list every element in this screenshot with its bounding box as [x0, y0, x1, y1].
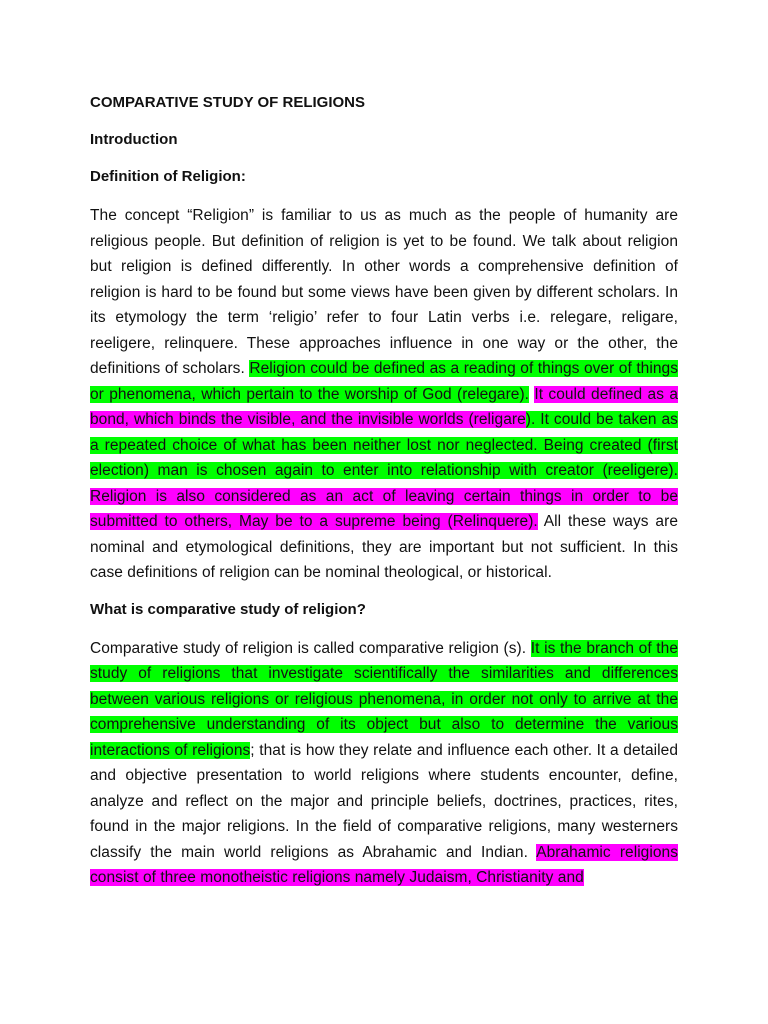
highlight-magenta: It could defined as a bond, which binds the visible, and the invisible worlds (religare — [90, 385, 678, 428]
section-heading-definition: Definition of Religion: — [90, 168, 246, 185]
text-run: The concept “Religion” is familiar to us as much as the people of humanity are religious people. But definition of religion is yet to be found. We talk about religion but religion is defined differently. In other words a comprehensive definition of religion is hard to be found but some views have been given by different scholars. In its etymology the term ‘religio’ refer to four Latin verbs i.e. relegare, religare, reeligere, relinquere. These approaches influence in one way or the other, the definitions of scholars. — [90, 207, 678, 377]
highlight-green: Religion could be defined as a reading of things over of things or phenomena, which pertain to the worship of God (relegare). — [90, 360, 678, 403]
paragraph-comparative — [90, 636, 678, 891]
text-run: All these ways are nominal and etymological definitions, they are important but not sufficient. In this case definitions of religion can be nominal theological, or historical. — [90, 513, 678, 581]
highlight-magenta: Religion is also considered as an act of leaving certain things in order to be submitted to others, May be to a supreme being (Relinquere). — [90, 487, 678, 530]
highlight-magenta: Abrahamic religions consist of three monotheistic religions namely Judaism, Christianity and — [90, 843, 678, 886]
highlight-green: It is the branch of the study of religions that investigate scientifically the similarities and differences between various religions or religious phenomena, in order not only to arrive at the comprehensive understanding of its object but also to determine the various interactions of religions — [90, 639, 679, 759]
paragraph-definition — [90, 203, 678, 586]
highlight-green: ). It could be taken as a repeated choice of what has been neither lost nor neglected. Being created (first election) man is chosen again to enter into relationship with creator (reeligere). — [90, 411, 678, 479]
section-heading-comparative: What is comparative study of religion? — [90, 600, 366, 618]
text-run: ; that is how they relate and influence each other. It a detailed and objective presentation to world religions where students encounter, define, analyze and reflect on the major and principle beliefs, doctrines, practices, rites, found in the major religions. In the field of comparative religions, many westerners classify the main world religions as Abrahamic and Indian. — [90, 741, 678, 861]
document-title: COMPARATIVE STUDY OF RELIGIONS — [90, 94, 366, 111]
section-heading-introduction: Introduction — [90, 131, 178, 148]
text-run: Comparative study of religion is called comparative religion (s). — [90, 639, 531, 657]
